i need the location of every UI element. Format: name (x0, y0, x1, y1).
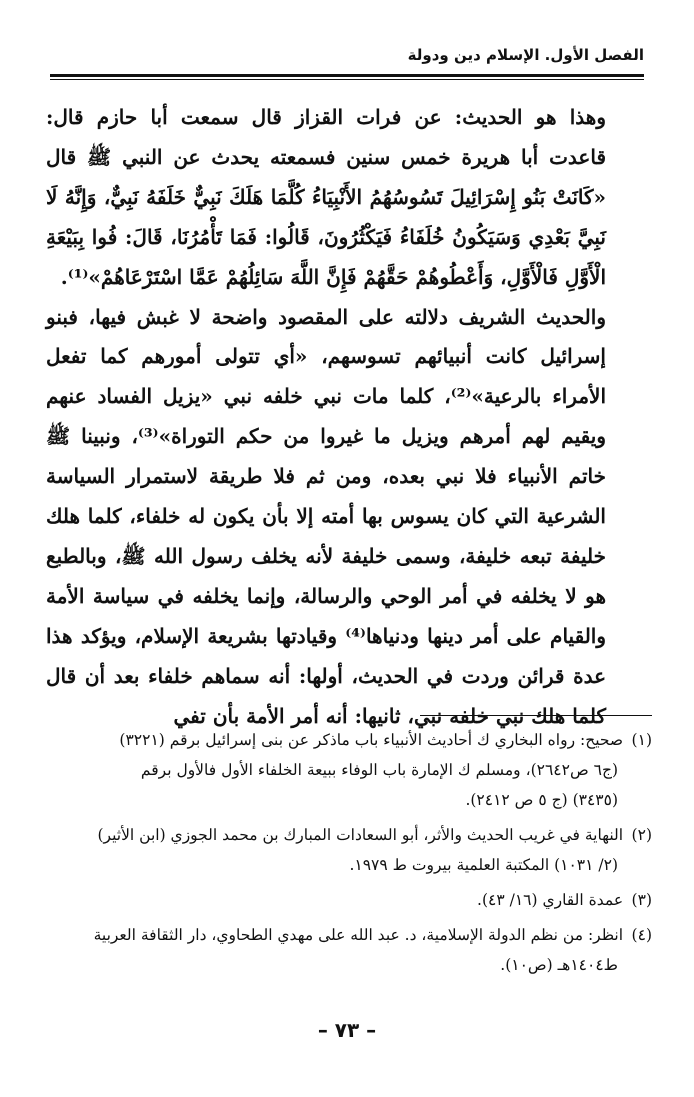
footnote-number: (٤) (631, 926, 652, 944)
paragraph-commentary (46, 298, 650, 737)
footnote-continuation: (٣٤٣٥) (ج ٥ ص ٢٤١٢). (465, 791, 618, 809)
body-line: خلفاء بعد أن قال كلما هلك نبي خلفه نبي، ثانيها: أنه أمر الأمة بأن تفي (46, 663, 606, 728)
header-rule (50, 74, 644, 77)
body-line: بالرعية»⁽²⁾، كلما مات نبي خلفه نبي «يزيل الفساد عنهم ويقيم لهم أمرهم (46, 384, 606, 449)
body-line: يخلفه في سياسة الأمة والقيام على أمر دينها ودنياها⁽⁴⁾ وقيادتها بشريعة (46, 583, 606, 648)
paragraph-hadith (46, 98, 650, 298)
footnote-number: (٢) (631, 826, 652, 844)
footnote-1 (46, 725, 652, 815)
footnote-text: انظر: من نظم الدولة الإسلامية، د. عبد الله على مهدي الطحاوي، دار الثقافة العربية (93, 926, 624, 944)
body-line: إسرائيل كانت أنبيائهم تسوسهم، «أي تتولى أمورهم كما تفعل الأمراء (46, 344, 606, 409)
page-number: – ٧٣ – (317, 1018, 377, 1042)
body-line: خُلَفَاءُ فَيَكْثُرُونَ، قَالُوا: فَمَا تَأْمُرُنَا، قَالَ: فُوا بِبَيْعَةِ الْأَوَّلِ فَالْأَوَّلِ، وَأَعْطُوهُمْ (46, 224, 606, 289)
body-line: ومن ثم فلا طريقة لاستمرار السياسة الشرعية التي كان يسوس بها أمته إلا (46, 464, 606, 529)
footnote-2 (46, 820, 652, 880)
footnote-4 (46, 920, 652, 980)
footnote-continuation: (ج٦ ص٢٦٤٢)، ومسلم ك الإمارة باب الوفاء ببيعة الخلفاء الأول فالأول برقم (140, 761, 618, 779)
running-head: الفصل الأول. الإسلام دين ودولة (407, 46, 644, 64)
body-line: أبا هريرة خمس سنين فسمعته يحدث عن النبي ﷺ قال «كَانَتْ بَنُو إِسْرَائِيلَ (46, 144, 606, 209)
body-line: بأن يكون له خلفاء، كلما هلك خليفة تبعه خليفة، وسمى خليفة لأنه (46, 504, 606, 568)
body-line: تَسُوسُهُمُ الأَنْبِيَاءُ كُلَّمَا هَلَكَ نَبِيٌّ خَلَفَهُ نَبِيٌّ، وَإِنَّهُ لَا نَبِيَّ بَعْدِي وَسَيَكُونُ (46, 184, 606, 249)
footnote-number: (١) (631, 731, 652, 749)
body-text (46, 98, 650, 737)
body-line: والحديث الشريف دلالته على المقصود واضحة لا غبش فيها، فبنو (46, 304, 606, 329)
footnote-continuation: (٢/ ١٠٣١) المكتبة العلمية بيروت ط ١٩٧٩. (349, 856, 618, 874)
body-line: وهذا هو الحديث: عن فرات القزاز قال سمعت أبا حازم قال: قاعدت (46, 105, 607, 169)
body-line: الإسلام، ويؤكد هذا عدة قرائن وردت في الحديث، أولها: أنه سماهم (46, 623, 607, 688)
footnote-continuation: ط١٤٠٤هـ (ص١٠). (500, 956, 618, 974)
body-line: حَقَّهُمْ فَإِنَّ اللَّهَ سَائِلُهُمْ عَمَّا اسْتَرْعَاهُمْ»⁽¹⁾. (60, 264, 409, 289)
footnotes (46, 725, 652, 985)
body-line: ويزيل ما غيروا من حكم التوراة»⁽³⁾، ونبينا ﷺ خاتم الأنبياء فلا نبي بعده، (46, 424, 607, 489)
body-line: يخلف رسول الله ﷺ، وبالطبع هو لا يخلفه في أمر الوحي والرسالة، وإنما (46, 543, 607, 608)
footnote-text: عمدة القاري (١٦/ ٤٣). (477, 891, 624, 909)
footnote-rule (420, 715, 652, 716)
footnote-number: (٣) (631, 891, 652, 909)
footnote-3 (46, 885, 652, 915)
footnote-text: صحيح: رواه البخاري ك أحاديث الأنبياء باب ماذكر عن بنى إسرائيل برقم (٣٢٢١) (119, 731, 624, 749)
footnote-text: النهاية في غريب الحديث والأثر، أبو السعادات المبارك بن محمد الجوزي (ابن الأثير) (97, 826, 624, 844)
